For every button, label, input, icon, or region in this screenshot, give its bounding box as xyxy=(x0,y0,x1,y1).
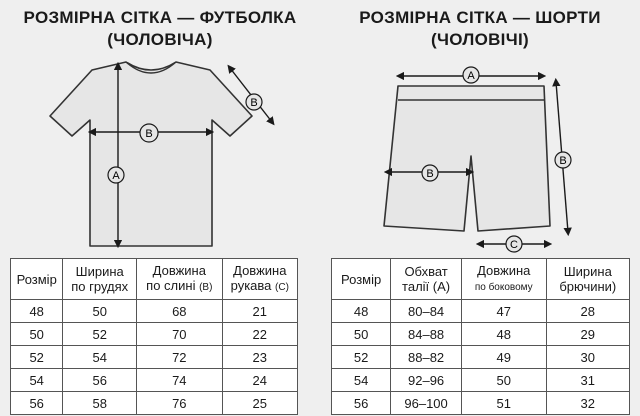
table-cell: 22 xyxy=(222,323,297,346)
table-cell: 68 xyxy=(137,300,223,323)
tshirt-marker-b-sleeve: B xyxy=(250,97,258,109)
table-cell: 29 xyxy=(546,323,629,346)
table-row xyxy=(332,300,630,323)
table-cell: 23 xyxy=(222,346,297,369)
table-cell: 56 xyxy=(332,392,391,415)
tshirt-title-line2: (ЧОЛОВІЧА) xyxy=(107,30,213,49)
table-cell: 52 xyxy=(11,346,63,369)
shorts-marker-b: B xyxy=(426,168,434,180)
table-row xyxy=(332,323,630,346)
table-cell: 84–88 xyxy=(391,323,462,346)
table-cell: 49 xyxy=(461,346,546,369)
tshirt-diagram xyxy=(30,56,280,256)
shorts-marker-a: A xyxy=(467,70,475,82)
tshirt-marker-b: B xyxy=(145,128,153,140)
table-header-row xyxy=(332,259,630,300)
table-cell: 30 xyxy=(546,346,629,369)
shorts-title-line2: (ЧОЛОВІЧІ) xyxy=(431,30,529,49)
shorts-size-table xyxy=(331,258,630,415)
shorts-diagram xyxy=(370,56,580,256)
table-cell: 50 xyxy=(332,323,391,346)
table-cell: 28 xyxy=(546,300,629,323)
table-cell: 52 xyxy=(332,346,391,369)
table-cell: 74 xyxy=(137,369,223,392)
table-row xyxy=(11,392,298,415)
tshirt-title xyxy=(0,7,320,51)
col-header-leg-width: Ширина брючини) xyxy=(546,259,629,300)
tshirt-title-line1: РОЗМІРНА СІТКА — ФУТБОЛКА xyxy=(23,8,297,27)
tshirt-size-table xyxy=(10,258,298,415)
shorts-marker-b-side: B xyxy=(559,155,567,167)
table-cell: 24 xyxy=(222,369,297,392)
col-header-length: Довжина по слині (B) xyxy=(137,259,223,300)
table-cell: 50 xyxy=(63,300,137,323)
table-row xyxy=(332,392,630,415)
tshirt-outline xyxy=(50,62,252,246)
table-cell: 25 xyxy=(222,392,297,415)
table-cell: 76 xyxy=(137,392,223,415)
table-cell: 58 xyxy=(63,392,137,415)
table-cell: 48 xyxy=(11,300,63,323)
table-cell: 32 xyxy=(546,392,629,415)
table-row xyxy=(11,346,298,369)
table-cell: 96–100 xyxy=(391,392,462,415)
table-cell: 56 xyxy=(11,392,63,415)
table-header-row xyxy=(11,259,298,300)
table-cell: 56 xyxy=(63,369,137,392)
table-cell: 54 xyxy=(11,369,63,392)
col-header-size: Розмір xyxy=(11,259,63,300)
table-row xyxy=(332,369,630,392)
tshirt-marker-a: A xyxy=(112,170,120,182)
table-cell: 31 xyxy=(546,369,629,392)
table-cell: 72 xyxy=(137,346,223,369)
table-cell: 92–96 xyxy=(391,369,462,392)
shorts-outline xyxy=(384,86,550,231)
table-cell: 54 xyxy=(63,346,137,369)
table-row xyxy=(11,323,298,346)
table-cell: 80–84 xyxy=(391,300,462,323)
col-header-side-length: Довжина по боковому xyxy=(461,259,546,300)
table-cell: 47 xyxy=(461,300,546,323)
table-cell: 54 xyxy=(332,369,391,392)
shorts-title-line1: РОЗМІРНА СІТКА — ШОРТИ xyxy=(359,8,601,27)
shorts-marker-c: C xyxy=(510,239,518,251)
table-cell: 88–82 xyxy=(391,346,462,369)
table-row xyxy=(11,300,298,323)
table-cell: 48 xyxy=(461,323,546,346)
table-row xyxy=(11,369,298,392)
table-cell: 50 xyxy=(11,323,63,346)
table-cell: 50 xyxy=(461,369,546,392)
table-cell: 52 xyxy=(63,323,137,346)
col-header-sleeve: Довжина рукава (C) xyxy=(222,259,297,300)
col-header-size: Розмір xyxy=(332,259,391,300)
table-cell: 21 xyxy=(222,300,297,323)
col-header-chest: Ширина по грудях xyxy=(63,259,137,300)
table-cell: 48 xyxy=(332,300,391,323)
shorts-title xyxy=(320,7,640,51)
table-cell: 70 xyxy=(137,323,223,346)
table-cell: 51 xyxy=(461,392,546,415)
table-row xyxy=(332,346,630,369)
col-header-waist: Обхват талії (А) xyxy=(391,259,462,300)
